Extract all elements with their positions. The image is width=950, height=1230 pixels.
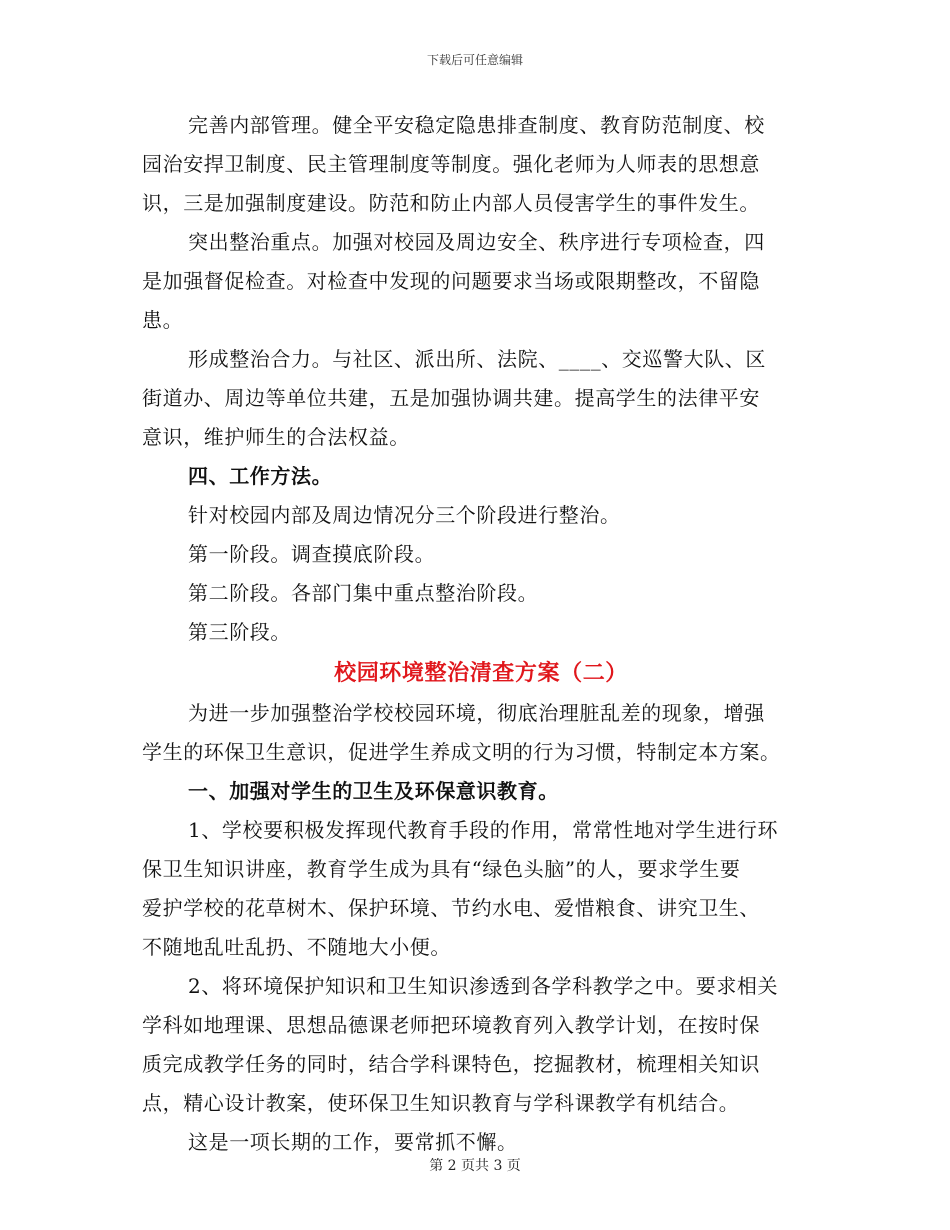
paragraph-line: 针对校园内部及周边情况分三个阶段进行整治。 — [188, 503, 621, 527]
paragraph-line: 第一阶段。调查摸底阶段。 — [188, 542, 436, 566]
section-heading: 一、加强对学生的卫生及环保意识教育。 — [188, 779, 559, 803]
paragraph-line: 为进一步加强整治学校校园环境，彻底治理脏乱差的现象，增强 — [188, 701, 765, 725]
paragraph-line: 识，三是加强制度建设。防范和防止内部人员侵害学生的事件发生。 — [142, 191, 760, 215]
paragraph-line: 完善内部管理。健全平安稳定隐患排查制度、教育防范制度、校 — [188, 113, 765, 137]
paragraph-line: 形成整治合力。与社区、派出所、法院、____、交巡警大队、区 — [188, 347, 766, 371]
paragraph-line: 第三阶段。 — [188, 620, 291, 644]
paragraph-line: 学生的环保卫生意识，促进学生养成文明的行为习惯，特制定本方案。 — [142, 740, 781, 764]
paragraph-line: 保卫生知识讲座，教育学生成为具有“绿色头脑”的人，要求学生要 — [142, 857, 741, 881]
paragraph-line: 不随地乱吐乱扔、不随地大小便。 — [142, 935, 451, 959]
document-title: 校园环境整治清查方案（二） — [334, 660, 628, 686]
document-body — [142, 106, 810, 1162]
section-heading: 四、工作方法。 — [188, 464, 333, 488]
paragraph-line: 街道办、周边等单位共建，五是加强协调共建。提高学生的法律平安 — [142, 386, 760, 410]
paragraph-line: 意识，维护师生的合法权益。 — [142, 425, 410, 449]
page-footer: 第 2 页共 3 页 — [429, 1158, 521, 1174]
paragraph-line: 是加强督促检查。对检查中发现的问题要求当场或限期整改，不留隐 — [142, 269, 760, 293]
paragraph-line: 突出整治重点。加强对校园及周边安全、秩序进行专项检查，四 — [188, 230, 765, 254]
paragraph-line: 这是一项长期的工作，要常抓不懈。 — [188, 1130, 518, 1154]
paragraph-line: 园治安捍卫制度、民主管理制度等制度。强化老师为人师表的思想意 — [142, 152, 760, 176]
paragraph-line: 学科如地理课、思想品德课老师把环境教育列入教学计划，在按时保 — [142, 1013, 760, 1037]
page-header: 下载后可任意编辑 — [426, 53, 523, 67]
paragraph-line: 点，精心设计教案，使环保卫生知识教育与学科课教学有机结合。 — [142, 1091, 740, 1115]
paragraph-line: 爱护学校的花草树木、保护环境、节约水电、爱惜粮食、讲究卫生、 — [142, 896, 760, 920]
paragraph-line: 患。 — [142, 308, 184, 332]
paragraph-line: 质完成教学任务的同时，结合学科课特色，挖掘教材，梳理相关知识 — [142, 1052, 760, 1076]
paragraph-line: 1、学校要积极发挥现代教育手段的作用，常常性地对学生进行环 — [188, 818, 779, 842]
paragraph-line: 2、将环境保护知识和卫生知识渗透到各学科教学之中。要求相关 — [188, 974, 779, 998]
paragraph-line: 第二阶段。各部门集中重点整治阶段。 — [188, 581, 539, 605]
